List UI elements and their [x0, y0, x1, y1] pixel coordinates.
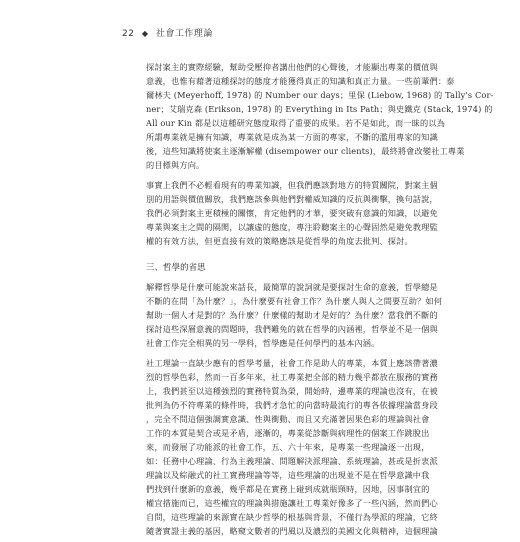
paragraph-3 — [146, 280, 443, 350]
text-line: 們找到什麼新的意義，幾乎都是在實務上碰到成就瓶頸時，因地，因事制宜的 — [146, 484, 430, 494]
text-line: 來，而發展了功能派的社會工作，五、六十年來，是專業一些理論逐一出現， — [146, 442, 430, 452]
text-line: 隨著實證主義的基因，略窺文數者的門風以及濃烈的美國文化與精神，這個理論 — [146, 526, 438, 536]
text-line: 如：任務中心理論、行為主義理論、問題解決派理論、系統理論，甚或是折衷派 — [146, 456, 438, 466]
diamond-icon: ◆ — [141, 29, 149, 38]
text-line: 自問，這些理論的來源實在缺少哲學的根基與背景，不僅行為學派的理論，它終 — [146, 512, 438, 522]
text-line: ner；艾瑞克森 (Erikson, 1978) 的 Everything in Its Path；與史鐵克 (Stack, 1974) 的 — [146, 104, 493, 114]
paragraph-1 — [146, 60, 494, 172]
text-line: 別的用語與價值關放，我們應該參與他們對權威知識的反抗與衝擊，換句話說， — [146, 194, 438, 204]
text-line: 探討這些深層意義的問題時，我們難免的就在哲學的內涵裡，哲學並不是一個與 — [146, 324, 438, 334]
text-line: All our Kin 都是以這種研究態度取得了重要的成果。若不是如此，而一昧的以為 — [146, 118, 446, 128]
text-line: 批判為仍不符專業的條件時，我們才急忙的向當時最流行的專各依據理論當身段 — [146, 400, 438, 410]
paragraph-2 — [146, 178, 438, 248]
text-line: ，完全不問這個強調實意識、性與衝動、而且又充滿著因果色彩的理論與社會 — [146, 414, 430, 424]
text-line: 權宜措施而已，這些權宜的理論與措施讓社工專業好像多了一些內涵，然而們心 — [146, 498, 438, 508]
text-line: 專業與案主之間的隔閡，以讓虛的態度，專注聆聽案主的心聲固然是避免教理監 — [146, 222, 438, 232]
text-line: 後，這些知識將使案主逐漸解權 (disempower our clients)，最終將會改變社工專業 — [146, 146, 465, 156]
text-line: 爾林夫 (Meyerhoff, 1978) 的 Number our days；里保 (Liebow, 1968) 的 Tally's Cor- — [146, 90, 494, 100]
page-body — [146, 60, 494, 542]
text-line: 所謂專業就是擁有知識，專業就是成為某一方面的專家，不斷的濫用專家的知識 — [146, 132, 438, 142]
text-line: 權的有效方法，但更直接有效的策略應該是從哲學的角度去批判、探討。 — [146, 236, 413, 246]
text-line: 解釋哲學是什麼可能說來話長，最簡單的說詞就是要探討生命的意義，哲學總是 — [146, 282, 438, 292]
text-line: 探討案主的實際經驗，幫助受壓抑者講出他們的心聲後，才能顯出專業的價值與 — [146, 62, 438, 72]
text-line: 我們必須對案主更積極的關懷，肯定他們的才華，要突破有意識的知識，以避免 — [146, 208, 438, 218]
text-line: 社工理論一直缺少應有的哲學考量，社會工作是助人的專業，本質上應該帶著濃 — [146, 358, 438, 368]
text-line: 烈的哲學色彩，然而一百多年來，社工專業把全部的精力幾乎都放在服務的實務 — [146, 372, 438, 382]
text-line: 上，我們甚至以這種強烈的實務特質為榮，開始時，邊專業的理論也沒有，在被 — [146, 386, 438, 396]
text-line: 不斷的在問「為什麼？」，為什麼要有社會工作？為什麼人與人之間要互助？如何 — [146, 296, 443, 306]
book-title: 社會工作理論 — [155, 29, 213, 39]
text-line: 事實上我們不必輕看現有的專業知識，但我們應該對地方的特質關院，對案主個 — [146, 180, 438, 190]
text-line: 幫助一個人才是對的？為什麼？什麼樣的幫助才是好的？為什麼？當我們不斷的 — [146, 310, 438, 320]
section-heading: 三、哲學的省思 — [146, 262, 206, 272]
text-line: 社會工作完全相異的另一學科，哲學應是任何學門的基本內涵。 — [146, 338, 380, 348]
text-line: 理論以及綜融式的社工實務理論等等，這些理論的出現並不是在哲學意識中我 — [146, 470, 430, 480]
text-line: 的目標與方向。 — [146, 160, 205, 170]
running-header — [122, 26, 213, 39]
page-number: 22 — [122, 29, 135, 39]
text-line: 意義，也惟有藉著這種探討的態度才能獲得真正的知識和真正力量。一些前輩們：泰 — [146, 76, 455, 86]
text-line: 工作的本質是契合或是矛盾，逐漸的，專業從診斷與病理性的個案工作跳脫出 — [146, 428, 430, 438]
paragraph-4 — [146, 356, 438, 538]
